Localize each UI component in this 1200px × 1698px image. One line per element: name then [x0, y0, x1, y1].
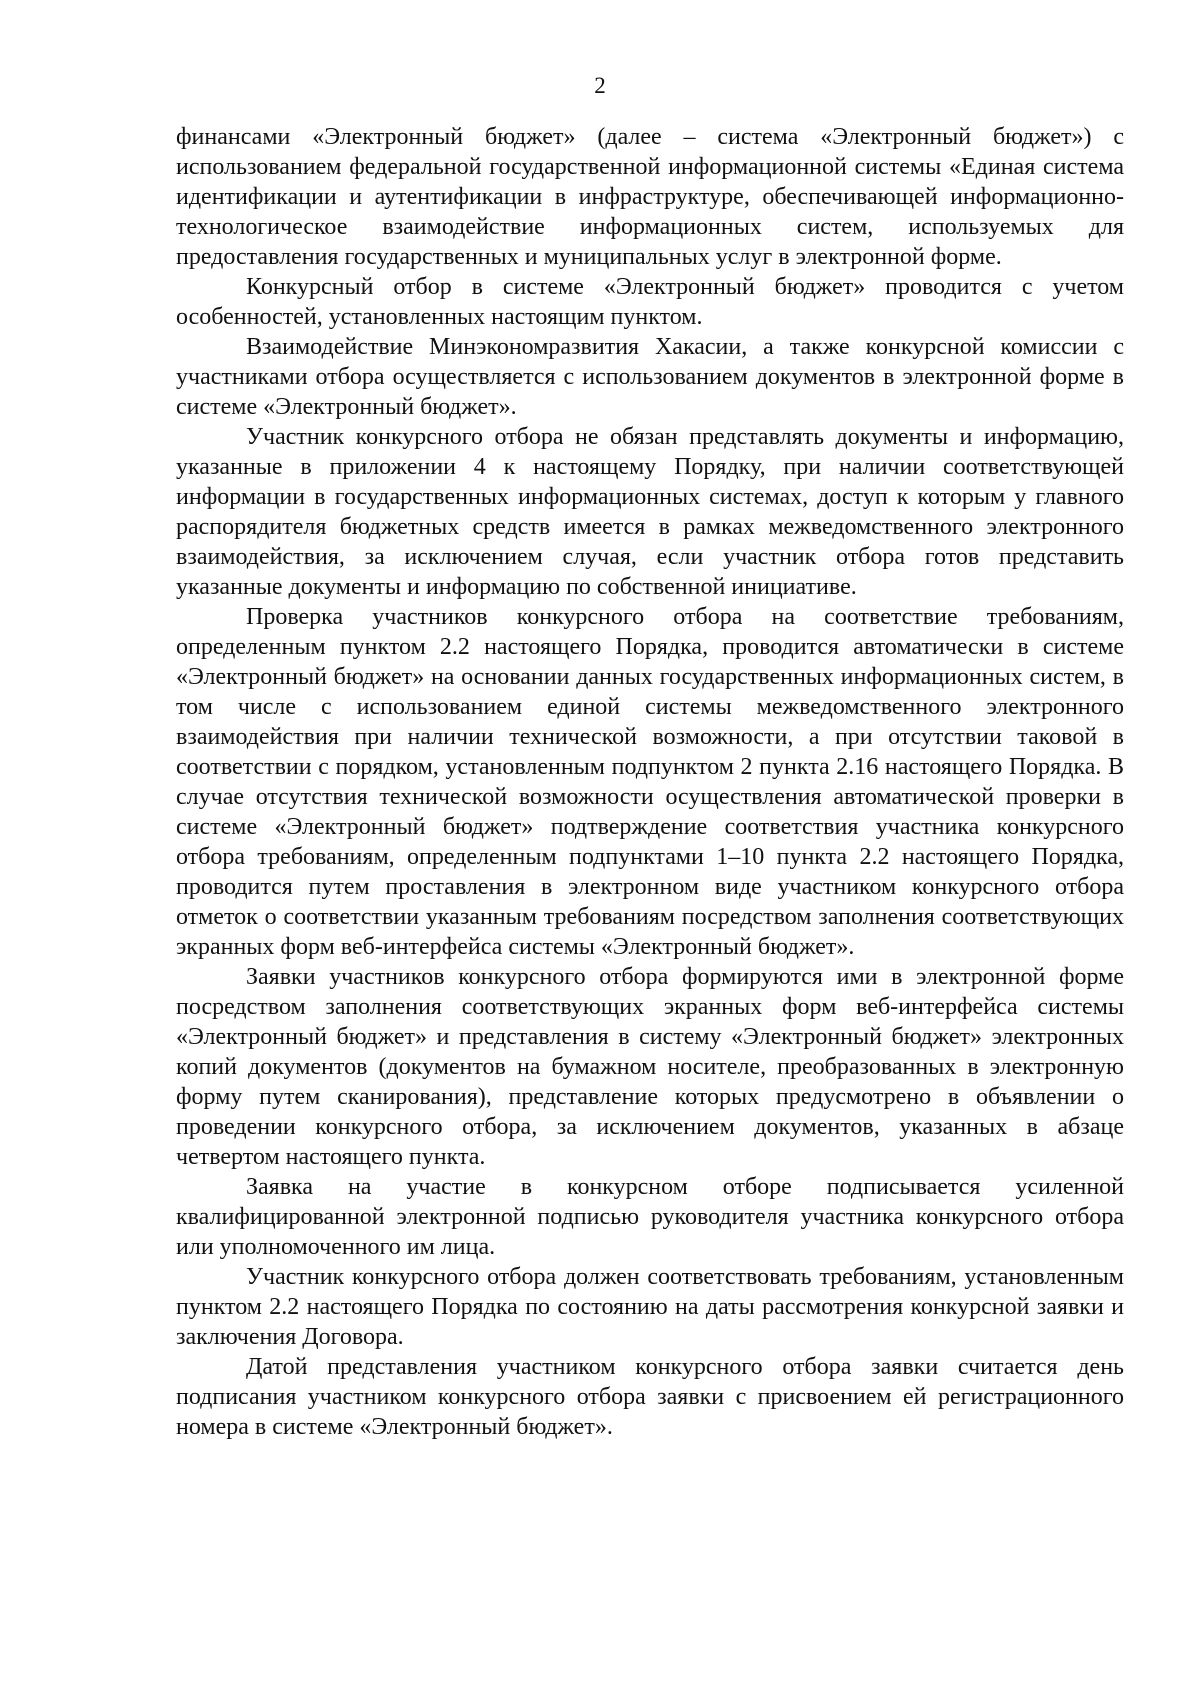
paragraph-applications: Заявки участников конкурсного отбора формируются ими в электронной форме посредством заполнения соответствующих экранных форм веб-интерфейса системы «Электронный бюджет» и представления в систему «Электронный бюджет» электронных копий документов (документов на бумажном носителе, преобразованных в электронную форму путем сканирования), представление которых предусмотрено в объявлении о проведении конкурсного отбора, за исключением документов, указанных в абзаце четвертом настоящего пункта. [176, 964, 1124, 1170]
page-number: 2 [594, 73, 606, 98]
paragraph-submission-date: Датой представления участником конкурсного отбора заявки считается день подписания участником конкурсного отбора заявки с присвоением ей регистрационного номера в системе «Электронный бюджет». [176, 1354, 1124, 1440]
paragraph-requirements: Участник конкурсного отбора должен соответствовать требованиям, установленным пунктом 2.2 настоящего Порядка по состоянию на даты рассмотрения конкурсной заявки и заключения Договора. [176, 1264, 1124, 1350]
paragraph-competitive-selection: Конкурсный отбор в системе «Электронный бюджет» проводится с учетом особенностей, установленных настоящим пунктом. [176, 274, 1124, 330]
paragraph-participant-check: Проверка участников конкурсного отбора на соответствие требованиям, определенным пунктом 2.2 настоящего Порядка, проводится автоматически в системе «Электронный бюджет» на основании данных государственных информационных систем, в том числе с использованием единой системы межведомственного электронного взаимодействия при наличии технической возможности, а при отсутствии таковой в соответствии с порядком, установленным подпунктом 2 пункта 2.16 настоящего Порядка. В случае отсутствия технической возможности осуществления автоматической проверки в системе «Электронный бюджет» подтверждение соответствия участника конкурсного отбора требованиям, определенным подпунктами 1–10 пункта 2.2 настоящего Порядка, проводится путем проставления в электронном виде участником конкурсного отбора отметок о соответствии указанным требованиям посредством заполнения соответствующих экранных форм веб-интерфейса системы «Электронный бюджет». [176, 604, 1124, 960]
paragraph-interaction: Взаимодействие Минэкономразвития Хакасии, а также конкурсной комиссии с участниками отбора осуществляется с использованием документов в электронной форме в системе «Электронный бюджет». [176, 334, 1124, 420]
paragraph-participant-documents: Участник конкурсного отбора не обязан представлять документы и информацию, указанные в приложении 4 к настоящему Порядку, при наличии соответствующей информации в государственных информационных системах, доступ к которым у главного распорядителя бюджетных средств имеется в рамках межведомственного электронного взаимодействия, за исключением случая, если участник отбора готов представить указанные документы и информацию по собственной инициативе. [176, 424, 1124, 600]
paragraph-continuation: финансами «Электронный бюджет» (далее – система «Электронный бюджет») с использованием федеральной государственной информационной системы «Единая система идентификации и аутентификации в инфраструктуре, обеспечивающей информационно-технологическое взаимодействие информационных систем, используемых для предоставления государственных и муниципальных услуг в электронной форме. [176, 124, 1124, 270]
paragraph-signature: Заявка на участие в конкурсном отборе подписывается усиленной квалифицированной электронной подписью руководителя участника конкурсного отбора или уполномоченного им лица. [176, 1174, 1124, 1260]
document-body [176, 122, 1124, 1442]
